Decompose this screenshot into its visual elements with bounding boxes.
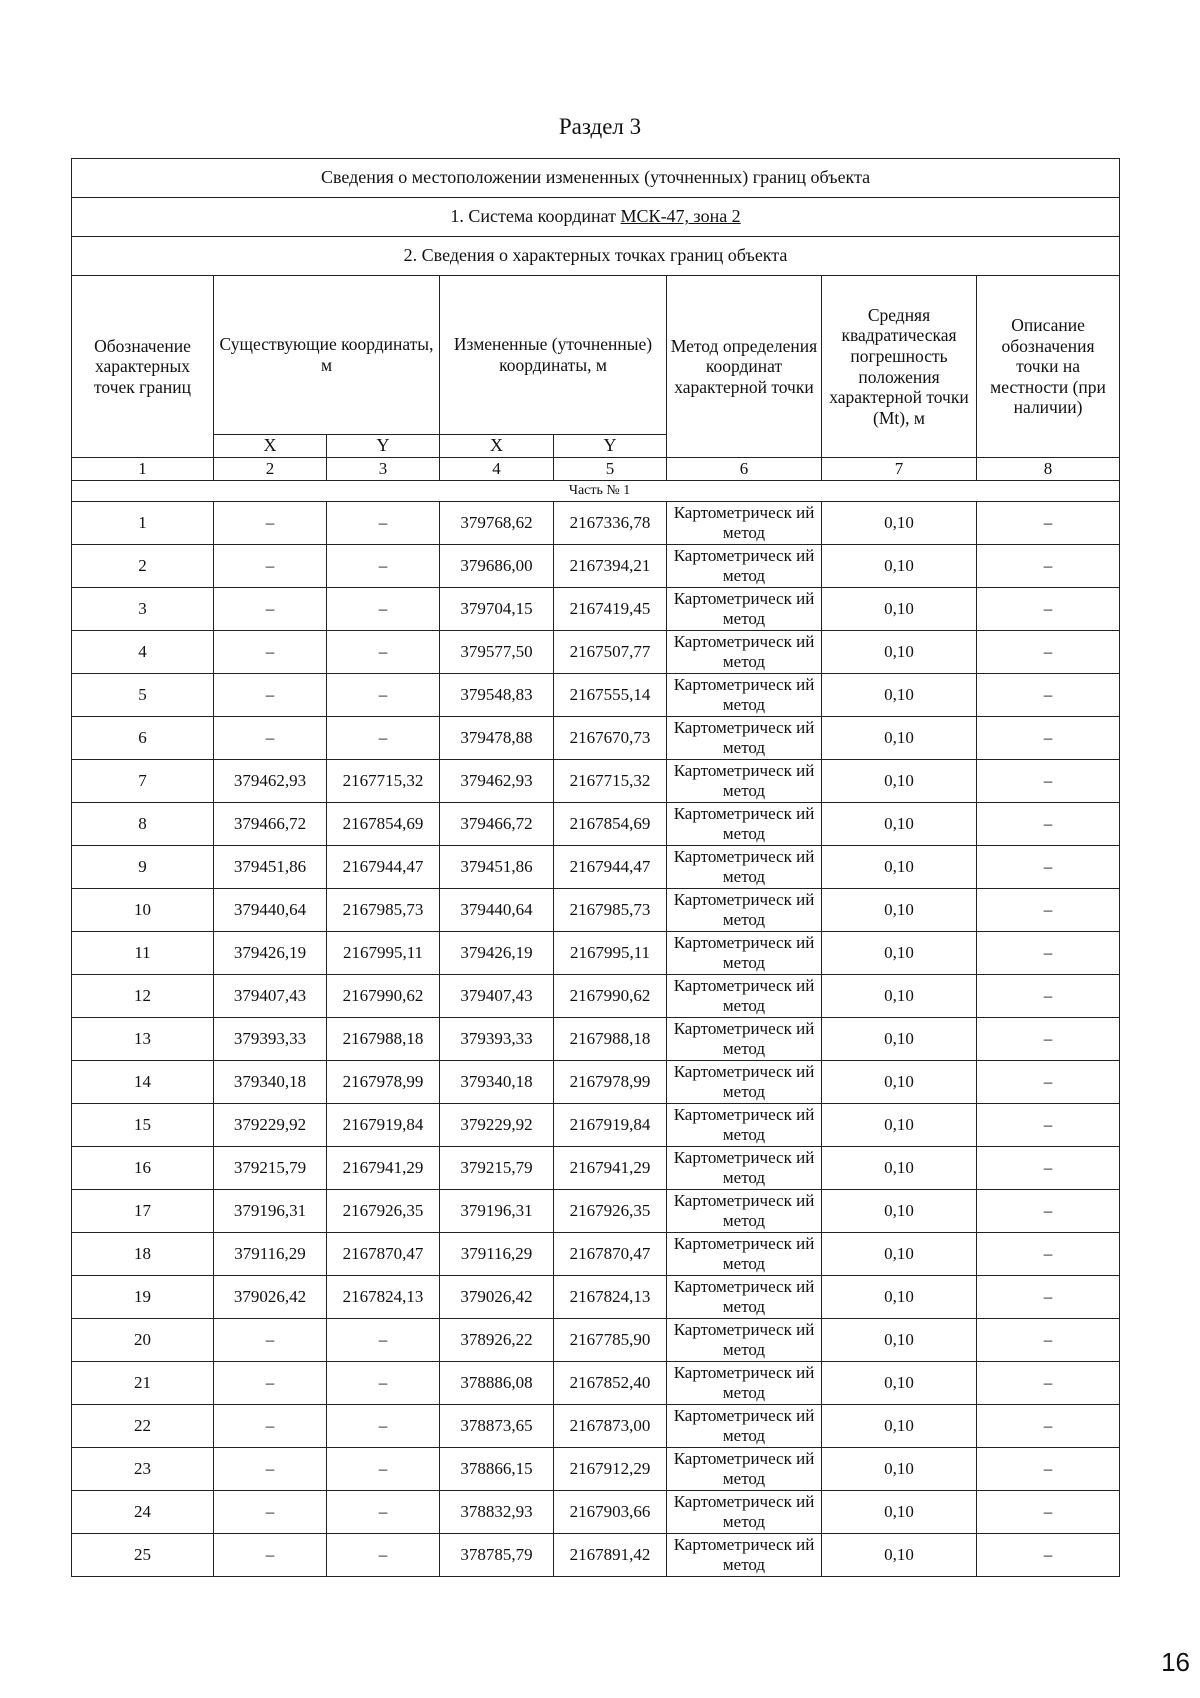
cell-mean-square-error: 0,10 [822, 1362, 977, 1405]
cell-changed-y: 2167336,78 [554, 502, 667, 545]
cell-description: – [977, 717, 1120, 760]
cell-changed-y: 2167903,66 [554, 1491, 667, 1534]
cell-mean-square-error: 0,10 [822, 1147, 977, 1190]
cell-description: – [977, 631, 1120, 674]
cell-changed-x: 378873,65 [440, 1405, 554, 1448]
cell-point-number: 16 [72, 1147, 214, 1190]
cell-changed-x: 378832,93 [440, 1491, 554, 1534]
cell-existing-x: – [214, 1405, 327, 1448]
cell-changed-y: 2167670,73 [554, 717, 667, 760]
cell-description: – [977, 1405, 1120, 1448]
cell-mean-square-error: 0,10 [822, 1061, 977, 1104]
cell-changed-x: 379340,18 [440, 1061, 554, 1104]
cell-existing-x: 379116,29 [214, 1233, 327, 1276]
table-row [72, 1233, 1120, 1276]
cell-existing-x: – [214, 502, 327, 545]
cell-description: – [977, 889, 1120, 932]
cell-point-number: 11 [72, 932, 214, 975]
cell-method: Картометрическ ий метод [667, 1233, 822, 1276]
cell-description: – [977, 1362, 1120, 1405]
column-number: 3 [327, 458, 440, 481]
cell-point-number: 17 [72, 1190, 214, 1233]
cell-existing-y: – [327, 1362, 440, 1405]
cell-description: – [977, 1319, 1120, 1362]
cell-mean-square-error: 0,10 [822, 803, 977, 846]
cell-description: – [977, 1491, 1120, 1534]
table-row [72, 975, 1120, 1018]
header-existing-coords: Существующие координаты, м [214, 276, 440, 435]
cell-point-number: 21 [72, 1362, 214, 1405]
cell-existing-y: 2167824,13 [327, 1276, 440, 1319]
table-row [72, 1491, 1120, 1534]
cell-point-number: 12 [72, 975, 214, 1018]
header-point-designation: Обозначение характерных точек границ [72, 276, 214, 458]
cell-existing-y: 2167941,29 [327, 1147, 440, 1190]
cell-existing-x: – [214, 674, 327, 717]
cell-changed-x: 379478,88 [440, 717, 554, 760]
table-row [72, 588, 1120, 631]
cell-existing-y: 2167978,99 [327, 1061, 440, 1104]
column-number-row [72, 458, 1120, 481]
column-number: 8 [977, 458, 1120, 481]
cell-mean-square-error: 0,10 [822, 889, 977, 932]
table-row [72, 1190, 1120, 1233]
cell-point-number: 8 [72, 803, 214, 846]
cell-point-number: 23 [72, 1448, 214, 1491]
cell-changed-x: 378886,08 [440, 1362, 554, 1405]
cell-mean-square-error: 0,10 [822, 846, 977, 889]
cell-point-number: 4 [72, 631, 214, 674]
cell-method: Картометрическ ий метод [667, 631, 822, 674]
boundary-points-table [71, 158, 1120, 1577]
cell-changed-y: 2167978,99 [554, 1061, 667, 1104]
header-existing-y: Y [327, 435, 440, 458]
table-row [72, 674, 1120, 717]
coordinate-system-value: МСК-47, зона 2 [620, 206, 741, 227]
cell-description: – [977, 932, 1120, 975]
cell-method: Картометрическ ий метод [667, 1405, 822, 1448]
cell-point-number: 13 [72, 1018, 214, 1061]
cell-changed-y: 2167944,47 [554, 846, 667, 889]
cell-existing-x: 379340,18 [214, 1061, 327, 1104]
coordinate-system-line [72, 198, 1120, 237]
cell-description: – [977, 1147, 1120, 1190]
cell-method: Картометрическ ий метод [667, 545, 822, 588]
cell-existing-y: 2167715,32 [327, 760, 440, 803]
cell-existing-y: 2167854,69 [327, 803, 440, 846]
table-row [72, 1061, 1120, 1104]
cell-existing-x: 379393,33 [214, 1018, 327, 1061]
part-label: Часть № 1 [72, 481, 1120, 502]
cell-changed-y: 2167854,69 [554, 803, 667, 846]
cell-existing-y: 2167988,18 [327, 1018, 440, 1061]
cell-description: – [977, 846, 1120, 889]
cell-existing-y: 2167944,47 [327, 846, 440, 889]
cell-changed-x: 379451,86 [440, 846, 554, 889]
header-existing-x: X [214, 435, 327, 458]
cell-method: Картометрическ ий метод [667, 1061, 822, 1104]
cell-changed-y: 2167870,47 [554, 1233, 667, 1276]
header-changed-x: X [440, 435, 554, 458]
table-row [72, 1534, 1120, 1577]
cell-method: Картометрическ ий метод [667, 760, 822, 803]
table-row [72, 545, 1120, 588]
cell-existing-y: – [327, 1448, 440, 1491]
cell-changed-y: 2167419,45 [554, 588, 667, 631]
cell-method: Картометрическ ий метод [667, 803, 822, 846]
cell-existing-x: 379229,92 [214, 1104, 327, 1147]
cell-point-number: 20 [72, 1319, 214, 1362]
cell-existing-x: 379440,64 [214, 889, 327, 932]
column-number: 6 [667, 458, 822, 481]
cell-changed-y: 2167824,13 [554, 1276, 667, 1319]
coordinate-system-prefix: 1. Система координат [450, 206, 621, 227]
table-row [72, 1362, 1120, 1405]
cell-mean-square-error: 0,10 [822, 1233, 977, 1276]
cell-existing-y: – [327, 1491, 440, 1534]
cell-changed-x: 379407,43 [440, 975, 554, 1018]
cell-mean-square-error: 0,10 [822, 717, 977, 760]
cell-description: – [977, 1190, 1120, 1233]
cell-method: Картометрическ ий метод [667, 674, 822, 717]
cell-description: – [977, 975, 1120, 1018]
cell-changed-y: 2167941,29 [554, 1147, 667, 1190]
cell-point-number: 1 [72, 502, 214, 545]
cell-description: – [977, 1276, 1120, 1319]
cell-existing-y: – [327, 545, 440, 588]
table-row [72, 1147, 1120, 1190]
cell-existing-y: 2167985,73 [327, 889, 440, 932]
cell-description: – [977, 502, 1120, 545]
cell-existing-y: – [327, 631, 440, 674]
cell-description: – [977, 1018, 1120, 1061]
cell-existing-x: 379451,86 [214, 846, 327, 889]
cell-existing-x: 379215,79 [214, 1147, 327, 1190]
cell-existing-x: 379426,19 [214, 932, 327, 975]
cell-changed-y: 2167995,11 [554, 932, 667, 975]
cell-point-number: 9 [72, 846, 214, 889]
cell-changed-y: 2167912,29 [554, 1448, 667, 1491]
cell-method: Картометрическ ий метод [667, 1190, 822, 1233]
table-row [72, 502, 1120, 545]
section-title: Раздел 3 [558, 114, 642, 139]
cell-method: Картометрическ ий метод [667, 1534, 822, 1577]
table-row [72, 846, 1120, 889]
cell-existing-x: 379462,93 [214, 760, 327, 803]
cell-changed-y: 2167507,77 [554, 631, 667, 674]
cell-changed-y: 2167985,73 [554, 889, 667, 932]
cell-description: – [977, 760, 1120, 803]
header-method: Метод определения координат характерной точки [667, 276, 822, 458]
cell-changed-x: 379548,83 [440, 674, 554, 717]
cell-existing-x: – [214, 588, 327, 631]
cell-method: Картометрическ ий метод [667, 588, 822, 631]
cell-changed-y: 2167785,90 [554, 1319, 667, 1362]
cell-description: – [977, 1104, 1120, 1147]
cell-description: – [977, 1534, 1120, 1577]
cell-mean-square-error: 0,10 [822, 588, 977, 631]
cell-method: Картометрическ ий метод [667, 1147, 822, 1190]
table-title: Сведения о местоположении измененных (уточненных) границ объекта [72, 159, 1120, 198]
cell-changed-y: 2167394,21 [554, 545, 667, 588]
header-mean-square-error: Средняя квадратическая погрешность положения характерной точки (Mt), м [822, 276, 977, 458]
cell-changed-x: 379426,19 [440, 932, 554, 975]
cell-existing-x: – [214, 631, 327, 674]
cell-changed-y: 2167990,62 [554, 975, 667, 1018]
cell-existing-x: – [214, 545, 327, 588]
cell-mean-square-error: 0,10 [822, 1534, 977, 1577]
cell-existing-y: 2167870,47 [327, 1233, 440, 1276]
cell-existing-y: – [327, 674, 440, 717]
cell-point-number: 25 [72, 1534, 214, 1577]
cell-mean-square-error: 0,10 [822, 1276, 977, 1319]
cell-changed-x: 379704,15 [440, 588, 554, 631]
cell-point-number: 14 [72, 1061, 214, 1104]
column-number: 7 [822, 458, 977, 481]
table-row [72, 1276, 1120, 1319]
cell-existing-x: 379407,43 [214, 975, 327, 1018]
cell-mean-square-error: 0,10 [822, 760, 977, 803]
cell-method: Картометрическ ий метод [667, 1018, 822, 1061]
cell-existing-x: – [214, 1534, 327, 1577]
cell-existing-x: – [214, 717, 327, 760]
table-row [72, 631, 1120, 674]
cell-method: Картометрическ ий метод [667, 502, 822, 545]
cell-description: – [977, 1448, 1120, 1491]
cell-existing-x: 379196,31 [214, 1190, 327, 1233]
cell-existing-x: 379026,42 [214, 1276, 327, 1319]
cell-existing-y: – [327, 588, 440, 631]
cell-existing-x: – [214, 1448, 327, 1491]
cell-method: Картометрическ ий метод [667, 975, 822, 1018]
cell-method: Картометрическ ий метод [667, 1491, 822, 1534]
cell-description: – [977, 545, 1120, 588]
cell-method: Картометрическ ий метод [667, 1448, 822, 1491]
table-row [72, 760, 1120, 803]
cell-mean-square-error: 0,10 [822, 545, 977, 588]
cell-point-number: 24 [72, 1491, 214, 1534]
cell-changed-x: 379026,42 [440, 1276, 554, 1319]
cell-method: Картометрическ ий метод [667, 1104, 822, 1147]
cell-mean-square-error: 0,10 [822, 932, 977, 975]
cell-point-number: 10 [72, 889, 214, 932]
cell-existing-x: 379466,72 [214, 803, 327, 846]
header-description: Описание обозначения точки на местности (при наличии) [977, 276, 1120, 458]
cell-description: – [977, 803, 1120, 846]
cell-mean-square-error: 0,10 [822, 1018, 977, 1061]
cell-changed-x: 379393,33 [440, 1018, 554, 1061]
cell-changed-x: 379116,29 [440, 1233, 554, 1276]
cell-changed-y: 2167891,42 [554, 1534, 667, 1577]
table-row [72, 889, 1120, 932]
column-number: 4 [440, 458, 554, 481]
cell-existing-y: 2167926,35 [327, 1190, 440, 1233]
cell-changed-x: 378785,79 [440, 1534, 554, 1577]
points-info-line: 2. Сведения о характерных точках границ объекта [72, 237, 1120, 276]
cell-changed-y: 2167852,40 [554, 1362, 667, 1405]
cell-mean-square-error: 0,10 [822, 674, 977, 717]
cell-mean-square-error: 0,10 [822, 1405, 977, 1448]
cell-existing-y: – [327, 1534, 440, 1577]
cell-description: – [977, 1061, 1120, 1104]
cell-changed-x: 379215,79 [440, 1147, 554, 1190]
table-row [72, 1448, 1120, 1491]
cell-method: Картометрическ ий метод [667, 889, 822, 932]
cell-existing-y: 2167995,11 [327, 932, 440, 975]
cell-changed-y: 2167555,14 [554, 674, 667, 717]
cell-changed-x: 379440,64 [440, 889, 554, 932]
cell-mean-square-error: 0,10 [822, 975, 977, 1018]
cell-point-number: 15 [72, 1104, 214, 1147]
cell-existing-x: – [214, 1491, 327, 1534]
table-row [72, 1104, 1120, 1147]
cell-existing-y: – [327, 502, 440, 545]
cell-point-number: 5 [72, 674, 214, 717]
cell-changed-x: 379196,31 [440, 1190, 554, 1233]
cell-point-number: 18 [72, 1233, 214, 1276]
cell-changed-y: 2167988,18 [554, 1018, 667, 1061]
cell-mean-square-error: 0,10 [822, 1190, 977, 1233]
cell-description: – [977, 588, 1120, 631]
cell-changed-x: 379686,00 [440, 545, 554, 588]
header-changed-y: Y [554, 435, 667, 458]
cell-method: Картометрическ ий метод [667, 717, 822, 760]
cell-changed-x: 379577,50 [440, 631, 554, 674]
cell-mean-square-error: 0,10 [822, 1104, 977, 1147]
cell-existing-y: – [327, 717, 440, 760]
column-number: 5 [554, 458, 667, 481]
cell-changed-y: 2167919,84 [554, 1104, 667, 1147]
cell-method: Картометрическ ий метод [667, 1276, 822, 1319]
table-row [72, 803, 1120, 846]
cell-changed-y: 2167715,32 [554, 760, 667, 803]
cell-existing-y: – [327, 1405, 440, 1448]
cell-existing-x: – [214, 1319, 327, 1362]
cell-point-number: 3 [72, 588, 214, 631]
table-row [72, 717, 1120, 760]
table-row [72, 1319, 1120, 1362]
cell-mean-square-error: 0,10 [822, 1491, 977, 1534]
cell-method: Картометрическ ий метод [667, 932, 822, 975]
cell-changed-y: 2167926,35 [554, 1190, 667, 1233]
cell-method: Картометрическ ий метод [667, 846, 822, 889]
cell-mean-square-error: 0,10 [822, 1448, 977, 1491]
cell-changed-x: 378866,15 [440, 1448, 554, 1491]
header-changed-coords: Измененные (уточненные) координаты, м [440, 276, 667, 435]
column-number: 1 [72, 458, 214, 481]
cell-changed-x: 379768,62 [440, 502, 554, 545]
table-row [72, 1405, 1120, 1448]
cell-description: – [977, 1233, 1120, 1276]
cell-description: – [977, 674, 1120, 717]
cell-changed-x: 379229,92 [440, 1104, 554, 1147]
cell-point-number: 7 [72, 760, 214, 803]
cell-point-number: 6 [72, 717, 214, 760]
cell-method: Картометрическ ий метод [667, 1319, 822, 1362]
cell-changed-x: 378926,22 [440, 1319, 554, 1362]
cell-mean-square-error: 0,10 [822, 1319, 977, 1362]
cell-existing-y: 2167919,84 [327, 1104, 440, 1147]
cell-changed-y: 2167873,00 [554, 1405, 667, 1448]
page-number: 16 [1161, 1647, 1190, 1677]
cell-existing-x: – [214, 1362, 327, 1405]
cell-point-number: 2 [72, 545, 214, 588]
cell-mean-square-error: 0,10 [822, 502, 977, 545]
cell-existing-y: 2167990,62 [327, 975, 440, 1018]
cell-changed-x: 379462,93 [440, 760, 554, 803]
cell-mean-square-error: 0,10 [822, 631, 977, 674]
column-number: 2 [214, 458, 327, 481]
cell-point-number: 19 [72, 1276, 214, 1319]
cell-method: Картометрическ ий метод [667, 1362, 822, 1405]
cell-point-number: 22 [72, 1405, 214, 1448]
table-row [72, 1018, 1120, 1061]
cell-changed-x: 379466,72 [440, 803, 554, 846]
table-row [72, 932, 1120, 975]
cell-existing-y: – [327, 1319, 440, 1362]
